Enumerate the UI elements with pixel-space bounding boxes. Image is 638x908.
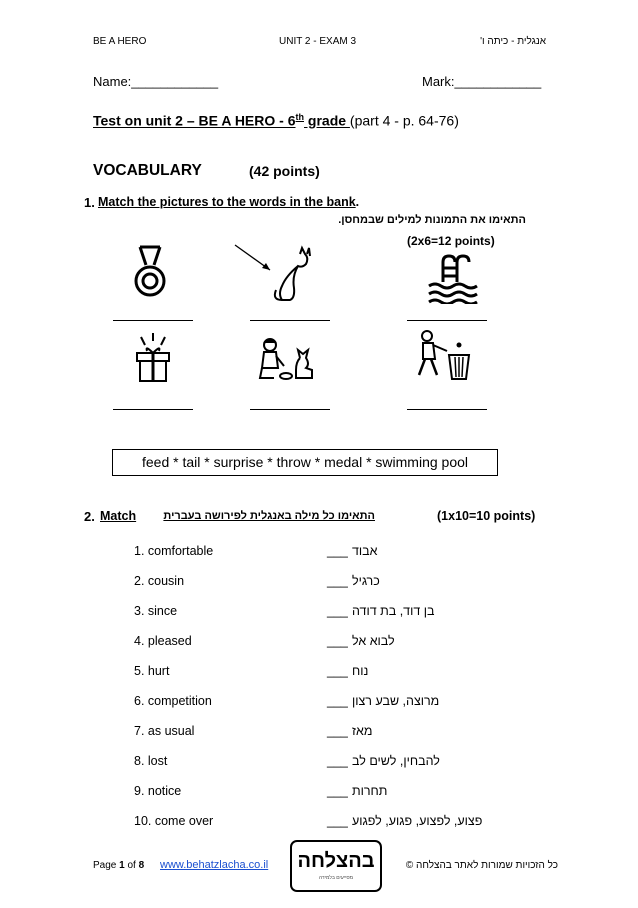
cat-with-arrow-icon — [232, 242, 316, 304]
match-answer-blank[interactable]: ___ — [327, 724, 348, 738]
match-hebrew-word: תחרות — [352, 784, 388, 798]
title-part: (part 4 - p. 64-76) — [349, 112, 459, 129]
answer-line-5[interactable] — [250, 409, 330, 410]
match-answer-blank[interactable]: ___ — [327, 574, 348, 588]
answer-line-6[interactable] — [407, 409, 487, 410]
match-english-word: 6. competition — [134, 694, 212, 708]
match-hebrew-word: נוח — [352, 664, 369, 678]
q1-points: (2x6=12 points) — [407, 234, 495, 248]
match-hebrew-word: מאז — [352, 724, 373, 738]
answer-line-3[interactable] — [407, 320, 487, 321]
name-field[interactable]: Name:____________ — [93, 74, 219, 89]
copyright: כל הזכויות שמורות לאתר בהצלחה © — [405, 860, 558, 871]
match-answer-blank[interactable]: ___ — [327, 664, 348, 678]
match-answer-blank[interactable]: ___ — [327, 604, 348, 618]
swimming-pool-icon — [425, 254, 485, 304]
match-english-word: 1. comfortable — [134, 544, 214, 558]
q1-instruction — [98, 195, 359, 209]
page-total: 8 — [138, 860, 145, 871]
match-answer-blank[interactable]: ___ — [327, 784, 348, 798]
word-bank: feed * tail * surprise * throw * medal * swimming pool — [112, 449, 498, 476]
answer-line-2[interactable] — [250, 320, 330, 321]
section-title: VOCABULARY — [93, 162, 202, 179]
page-num: 1 — [119, 860, 125, 871]
q2-hebrew: התאימו כל מילה באנגלית לפירושה בעברית — [163, 510, 375, 522]
section-points: (42 points) — [249, 163, 320, 179]
match-english-word: 10. come over — [134, 814, 214, 828]
match-english-word: 9. notice — [134, 784, 182, 798]
title-sup: th — [295, 112, 305, 122]
match-answer-blank[interactable]: ___ — [327, 754, 348, 768]
match-answer-blank[interactable]: ___ — [327, 694, 348, 708]
match-hebrew-word: פצוע, לפצוע, פגוע, לפגוע — [352, 814, 483, 828]
q2-points: (1x10=10 points) — [437, 509, 536, 523]
match-hebrew-word: לבוא אל — [352, 634, 395, 648]
match-hebrew-word: מרוצה, שבע רצון — [352, 694, 440, 708]
site-link[interactable]: www.behatzlacha.co.il — [160, 859, 269, 871]
match-hebrew-word: אבוד — [352, 544, 378, 558]
q1-period: . — [355, 195, 360, 209]
logo-subtext: מסייעים בלמידה — [318, 875, 354, 881]
match-english-word: 8. lost — [134, 754, 168, 768]
match-answer-blank[interactable]: ___ — [327, 544, 348, 558]
match-answer-blank[interactable]: ___ — [327, 814, 348, 828]
answer-line-4[interactable] — [113, 409, 193, 410]
match-hebrew-word: כרגיל — [352, 574, 380, 588]
q2-instruction: Match — [100, 509, 137, 523]
page-number — [93, 860, 144, 871]
match-english-word: 4. pleased — [134, 634, 192, 648]
header-left: BE A HERO — [93, 36, 147, 47]
match-hebrew-word: להבחין, לשים לב — [352, 754, 440, 768]
test-title — [93, 112, 459, 129]
q1-number: 1. — [84, 195, 95, 210]
gift-icon — [131, 331, 175, 383]
match-hebrew-word: בן דוד, בת דודה — [352, 604, 435, 618]
q1-instruction-text: Match the pictures to the words in the bank — [98, 195, 356, 209]
match-answer-blank[interactable]: ___ — [327, 634, 348, 648]
match-english-word: 7. as usual — [134, 724, 195, 738]
match-english-word: 3. since — [134, 604, 178, 618]
q1-hebrew: התאימו את התמונות למילים שבמחסן. — [338, 214, 526, 226]
boy-feeding-dog-icon — [256, 336, 316, 382]
title-grade: grade — [304, 112, 350, 129]
match-english-word: 5. hurt — [134, 664, 170, 678]
header-center: UNIT 2 - EXAM 3 — [279, 36, 357, 47]
answer-line-1[interactable] — [113, 320, 193, 321]
title-main: Test on unit 2 – BE A HERO - 6 — [93, 112, 296, 129]
page-of: of — [124, 860, 139, 871]
page-prefix: Page — [93, 860, 120, 871]
behatzlacha-logo — [290, 840, 382, 892]
medal-icon — [128, 245, 172, 301]
logo-text: בהצלחה — [297, 850, 375, 872]
header-right: אנגלית - כיתה ו' — [480, 36, 546, 47]
match-english-word: 2. cousin — [134, 574, 185, 588]
q2-number: 2. — [84, 509, 95, 524]
throw-trash-icon — [415, 329, 471, 383]
mark-field[interactable]: Mark:____________ — [422, 74, 542, 89]
